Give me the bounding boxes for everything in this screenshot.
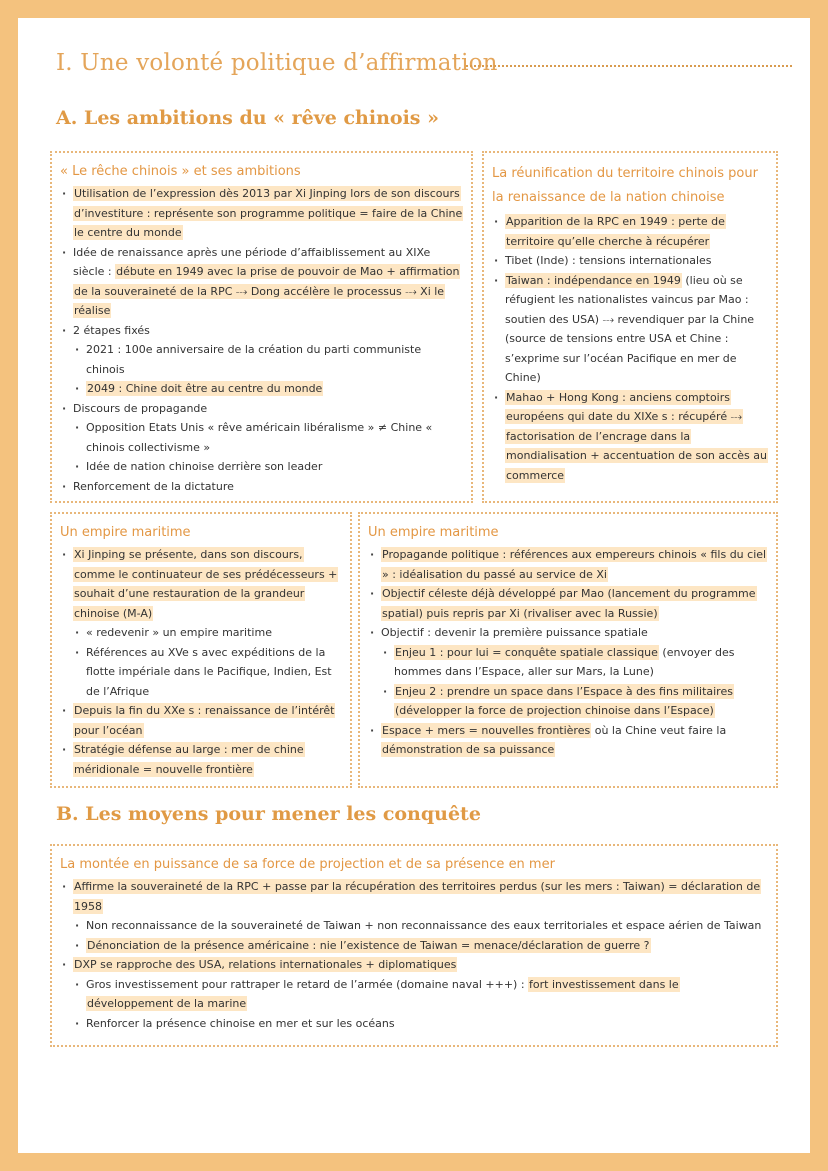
sub-list-item: · Idée de nation chinoise derrière son leader (73, 457, 463, 477)
item-list (60, 545, 342, 779)
list-item: · Affirme la souveraineté de la RPC + passe par la récupération des territoires perdus (sur les mers : Taiwan) = déclaration de 1958 · Non reconnaissance de la souveraineté de Taiwan + non reconnaissance des eaux territoriales et espace aérien de Taiwan · Dénonciation de la présence américaine : nie l’existence de Taiwan = menace/déclaration de guerre ? (60, 877, 768, 955)
list-item: · Stratégie défense au large : mer de chine méridionale = nouvelle frontière (60, 740, 342, 779)
box-title: La montée en puissance de sa force de projection et de sa présence en mer (60, 857, 555, 872)
list-item: · Depuis la fin du XXe s : renaissance de l’intérêt pour l’océan (60, 701, 342, 740)
section-a-heading: A. Les ambitions du « rêve chinois » (56, 107, 439, 129)
page (18, 18, 810, 1153)
list-item: · Mahao + Hong Kong : anciens comptoirs européens qui date du XIXe s : récupéré ⤏ factorisation de l’encrage dans la mondialisation + accentuation de son accès au commerce (492, 388, 768, 486)
sub-list-item: · Dénonciation de la présence américaine : nie l’existence de Taiwan = menace/déclaration de guerre ? (73, 936, 768, 956)
list-item: · Idée de renaissance après une période d’affaiblissement au XIXe siècle : débute en 1949 avec la prise de pouvoir de Mao + affirmation de la souveraineté de la RPC ⤏ Dong accélère le processus ⤏ Xi le réalise (60, 243, 463, 321)
section-b-heading: B. Les moyens pour mener les conquête (56, 803, 481, 825)
sub-list-item: · Opposition Etats Unis « rêve américain libéralisme » ≠ Chine « chinois collectivisme » (73, 418, 463, 457)
list-item: · Propagande politique : références aux empereurs chinois « fils du ciel » : idéalisation du passé au service de Xi (368, 545, 768, 584)
list-item: · 2 étapes fixés · 2021 : 100e anniversaire de la création du parti communiste chinois · 2049 : Chine doit être au centre du monde (60, 321, 463, 399)
title-rule (466, 65, 792, 67)
box-empire-maritime-1 (50, 512, 352, 788)
item-list (492, 212, 768, 485)
box-reve-chinois (50, 151, 473, 503)
sub-list-item: · Références au XVe s avec expéditions de la flotte impériale dans le Pacifique, Indien, Est de l’Afrique (73, 643, 342, 702)
item-list (60, 184, 463, 496)
box-force-projection (50, 844, 778, 1047)
sub-list-item: · Enjeu 1 : pour lui = conquête spatiale classique (envoyer des hommes dans l’Espace, aller sur Mars, la Lune) (381, 643, 768, 682)
sub-list-item: · Enjeu 2 : prendre un space dans l’Espace à des fins militaires (développer la force de projection chinoise dans l’Espace) (381, 682, 768, 721)
sub-list-item: · Non reconnaissance de la souveraineté de Taiwan + non reconnaissance des eaux territoriales et espace aérien de Taiwan (73, 916, 768, 936)
box-empire-maritime-2 (358, 512, 778, 788)
list-item: · Taiwan : indépendance en 1949 (lieu où se réfugient les nationalistes vaincus par Mao : soutien des USA) ⤏ revendiquer par la Chine (source de tensions entre USA et Chine : s’exprime sur l’océan Pacifique en mer de Chine) (492, 271, 768, 388)
sub-list-item: · Renforcer la présence chinoise en mer et sur les océans (73, 1014, 768, 1034)
sub-list-item: · 2021 : 100e anniversaire de la création du parti communiste chinois (73, 340, 463, 379)
list-item: · Xi Jinping se présente, dans son discours, comme le continuateur de ses prédécesseurs + souhait d’une restauration de la grandeur chinoise (M-A) · « redevenir » un empire maritime · Références au XVe s avec expéditions de la flotte impériale dans le Pacifique, Indien, Est de l’Afrique (60, 545, 342, 701)
box-title: « Le rêche chinois » et ses ambitions (60, 164, 301, 179)
box-title: Un empire maritime (368, 525, 499, 540)
box-title: La réunification du territoire chinois pour la renaissance de la nation chinoise (492, 166, 758, 205)
list-item: · Utilisation de l’expression dès 2013 par Xi Jinping lors de son discours d’investiture : représente son programme politique = faire de la Chine le centre du monde (60, 184, 463, 243)
item-list (368, 545, 768, 760)
list-item: · DXP se rapproche des USA, relations internationales + diplomatiques · Gros investissement pour rattraper le retard de l’armée (domaine naval +++) : fort investissement dans le développement de la marine · Renforcer la présence chinoise en mer et sur les océans (60, 955, 768, 1033)
box-title: Un empire maritime (60, 525, 191, 540)
list-item: · Objectif : devenir la première puissance spatiale · Enjeu 1 : pour lui = conquête spatiale classique (envoyer des hommes dans l’Espace, aller sur Mars, la Lune) · Enjeu 2 : prendre un space dans l’Espace à des fins militaires (développer la force de projection chinoise dans l’Espace) (368, 623, 768, 721)
box-reunification (482, 151, 778, 503)
item-list (60, 877, 768, 1033)
sub-list-item: · « redevenir » un empire maritime (73, 623, 342, 643)
page-title: I. Une volonté politique d’affirmation (56, 50, 498, 76)
list-item: · Espace + mers = nouvelles frontières où la Chine veut faire la démonstration de sa puissance (368, 721, 768, 760)
sub-list-item: · 2049 : Chine doit être au centre du monde (73, 379, 463, 399)
list-item: · Objectif céleste déjà développé par Mao (lancement du programme spatial) puis repris par Xi (rivaliser avec la Russie) (368, 584, 768, 623)
sub-list-item: · Gros investissement pour rattraper le retard de l’armée (domaine naval +++) : fort investissement dans le développement de la marine (73, 975, 768, 1014)
list-item: · Apparition de la RPC en 1949 : perte de territoire qu’elle cherche à récupérer (492, 212, 768, 251)
list-item: · Tibet (Inde) : tensions internationales (492, 251, 768, 271)
list-item: · Discours de propagande · Opposition Etats Unis « rêve américain libéralisme » ≠ Chine « chinois collectivisme » · Idée de nation chinoise derrière son leader (60, 399, 463, 477)
list-item: · Renforcement de la dictature (60, 477, 463, 497)
